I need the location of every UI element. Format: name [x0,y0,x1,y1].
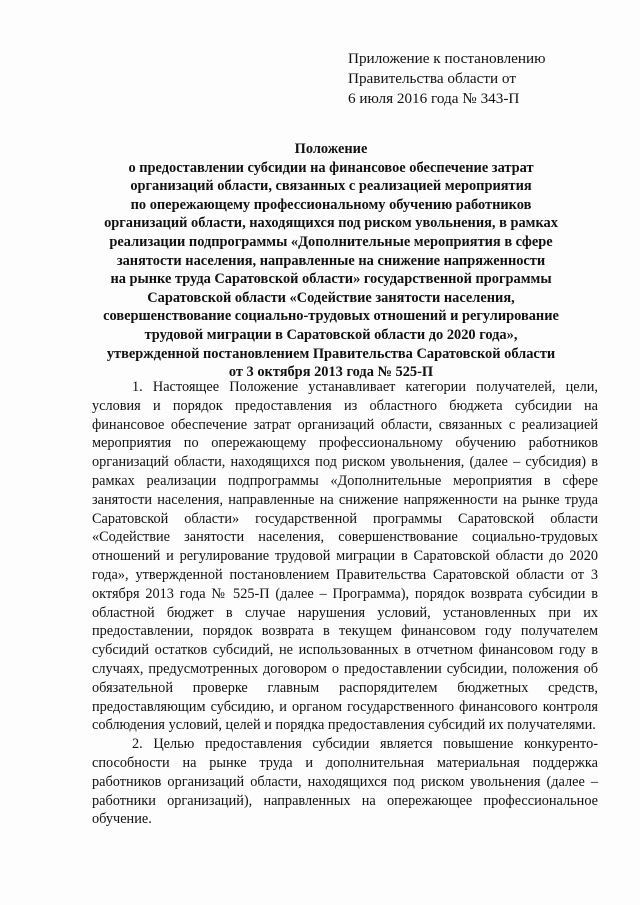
title-line: Положение [294,141,368,157]
title-line: утвержденной постановлением Правительства Саратовской области [106,345,556,362]
title-line: трудовой миграции в Саратовской области до 2020 года», [144,326,518,343]
title-line: организаций области, находящихся под риском увольнения, в рамках [104,215,558,232]
paragraph-2: 2. Целью предоставления субсидии является повышение конкуренто-способности на рынке труда и дополнительная материальная поддержка работников организаций области, находящихся под риском увольнения (далее – работники организаций), направленных на опережающее профессиональное обучение. [92,736,598,828]
appendix-line: 6 июля 2016 года № 343-П [348,90,520,107]
appendix-header [348,49,608,109]
title-line: занятости населения, направленные на снижение напряженности [116,252,546,269]
document-title [66,140,596,382]
title-line: от 3 октября 2013 года № 525-П [228,364,434,381]
title-line: Саратовской области «Содействие занятости населения, [147,289,515,306]
document-body [92,378,598,829]
title-line: на рынке труда Саратовской области» государственной программы [110,271,552,288]
title-line: по опережающему профессиональному обучению работников [130,196,532,213]
paragraph-1: 1. Настоящее Положение устанавливает категории получателей, цели, условия и порядок предоставления из областного бюджета субсидии на финансовое обеспечение затрат организаций области, связанных с реализацией мероприятия по опережающему профессиональному обучению работников организаций области, находящихся под риском увольнения, (далее – субсидия) в рамках реализации подпрограммы «Дополнительные мероприятия в сфере занятости населения, направленные на снижение напряженности на рынке труда Саратовской области» государственной программы Саратовской области «Содействие занятости населения, совершенствование социально-трудовых отношений и регулирование трудовой миграции в Саратовской области до 2020 года», утвержденной постановлением Правительства Саратовской области от 3 октября 2013 года № 525-П (далее – Программа), порядок возврата субсидии в областной бюджет в случае нарушения условий, установленных при их предоставлении, порядок возврата в текущем финансовом году получателем субсидий остатков субсидий, не использованных в отчетном финансовом году в случаях, предусмотренных договором о предоставлении субсидии, положения об обязательной проверке главным распорядителем бюджетных средств, предоставляющим субсидию, и органом государственного финансового контроля соблюдения условий, целей и порядка предоставления субсидий их получателями. [92,379,598,734]
title-line: реализации подпрограммы «Дополнительные мероприятия в сфере [109,233,553,250]
title-line: организаций области, связанных с реализацией мероприятия [130,178,532,195]
title-line: совершенствование социально-трудовых отношений и регулирование [103,308,559,325]
appendix-line: Правительства области от [348,70,516,87]
appendix-line: Приложение к постановлению [348,50,546,67]
title-line: о предоставлении субсидии на финансовое обеспечение затрат [128,159,534,176]
